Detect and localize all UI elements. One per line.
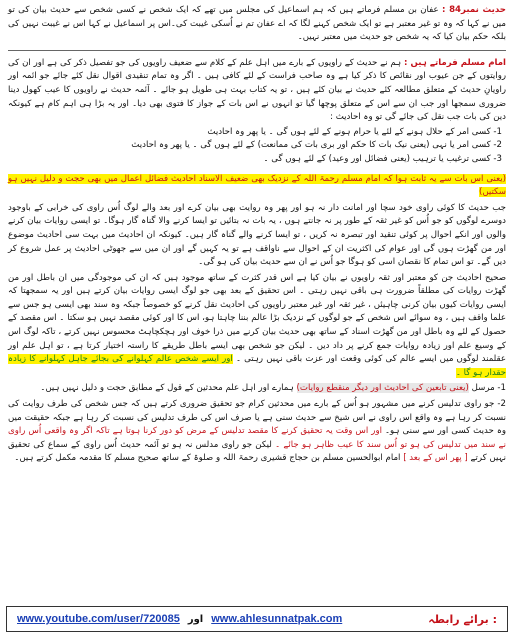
point2-bracket: [ پھر اس کے بعد ] <box>403 453 468 464</box>
list-item: 1- کسی امر کے حلال ہونے کے لئے یا حرام ہونے کے لئے ہوں گی ۔ یا پھر وہ احادیث <box>207 126 502 137</box>
notice-highlight: (یعنی اس بات سے یہ ثابت ہوا کہ امام مسلم رحمۃ اللہ کے نزدیک بھی ضعیف الاسناد احادیث فضائل اعمال میں بھی حجت و دلیل نہیں ہو سکتیں) <box>8 173 506 198</box>
point1-number: 1- مرسل <box>471 383 506 394</box>
notice-paragraph <box>8 173 506 200</box>
intro-title: امام مسلم فرماتے ہیں : <box>404 57 506 68</box>
point2-number: 2- <box>497 399 506 410</box>
conditions-list <box>8 126 506 167</box>
intro-text: ہم نے حدیث کے راویوں کے بارے میں اہل علم کے کلام سے ضعیف راویوں کی جو تفصیل ذکر کی ہے اور ان کی روایتوں کے جن عیوب اور نقائص کا ذکر کیا ہے وہ صاحب فراست کے لئے کافی ہیں ۔ اگر وہ تمام تنقیدی اقوال نقل کئے جائے جو ائمہ اور راویانِ حدیث کے متعلق مطالعہ کئے حدیث نے بیان کئے ہیں ، تو یہ کتاب بہت ہی طویل ہو جائے ۔ آئمہ حدیث نے راویوں کا عیب کھول دینا ضروری سمجھا اور جب ان سے اس کے متعلق پوچھا گیا تو انہوں نے اس بات کے جواز کا فتوی بھی دیا۔ اور یہ بڑا ہی اہم کام ہے کیونکہ دین کی بات جب نقل کی جائے گی تو وہ احادیث : <box>8 57 506 123</box>
body2-paragraph <box>8 272 506 381</box>
contact-links <box>17 613 342 625</box>
point1-paragraph <box>8 382 506 396</box>
hadith-text: عفان بن مسلم فرماتے ہیں کہ ہم اسماعیل کی مجلس میں تھے کہ ایک شخص نے کسی شخص سے حدیث بیان کی تو میں نے کہا کہ وہ تو غیر معتبر ہے تو ایک شخص کہنے لگا کہ اے عفان تم نے اُسکی غیبت کی۔اس پر اسماعیل نے کہا اس نے غیبت نہیں کی بلکہ حکم بیان کیا کہ یہ شخص جو حدیث میں معتبر نہیں۔ <box>8 5 506 43</box>
contact-label: برائے رابطہ : <box>428 612 497 626</box>
youtube-link[interactable]: www.youtube.com/user/720085 <box>17 613 180 625</box>
body2-highlight: اور ایسے شخص عالم کہلوانے کی بجائے جاہل کہلوانے کا زیادہ حقدار ہو گا ۔ <box>8 354 506 378</box>
list-item: 2- کسی امر یا نہی (یعنی نیک بات کا حکم اور بری بات کی ممانعت) کے لئے ہوں گی ۔ یا پھر وہ احادیث <box>131 140 502 151</box>
section-divider <box>8 50 506 51</box>
point1-label: (یعنی تابعین کی احادیث اور دیگر منقطع روایات) <box>296 383 469 394</box>
list-item: 3- کسی ترغیب یا ترہیب (یعنی فضائل اور وعید) کے لئے ہوں گی ۔ <box>263 153 502 164</box>
body2-text: صحیح احادیث جن کو معتبر اور ثقہ راویوں نے بیان کیا ہے اس قدر کثرت کے ساتھ موجود ہیں کہ ان کی موجودگی میں ان باطل اور من گھڑت روایات کی مطلقاً ضرورت ہی باقی نہیں رہتی ۔ اس تحقیق کے بعد بھی جو لوگ ایسی روایات بیان کرتے ہیں اور یہ سمجھتا کہ ایسی روایات کیوں بیان کرنی چاہیئں ، غیر ثقہ اور غیر معتبر راویوں کی احادیث نقل کرنے کو خصوصاً جبکہ وہ سند بھی ایسی ہو جس سے علما واقف ہیں ، وہ سوائے اس شخص کے جو لوگوں کے نزدیک بڑا عالم بننا چاہتا ہو، اس کا اور کوئی مقصد نہیں ہو سکتا ۔ اس مقصد کے حصول کے لئے وہ باطل اور من گھڑت اسناد کے ساتھ بھی حدیث بیان کرنے میں ذرا خوف اور ہچکچاہٹ محسوس نہیں کرتے ، تاکہ لوگ اس کے وسیع علم اور زیادہ روایات جمع کرنے پر داد دیں ۔ لیکن جو شخص بھی ایسے باطل طریقے کا راستہ اختیار کرتا ہے ، تو اہل علم اور عقلمند لوگوں میں ایسے عالم کی کوئی وقعت اور عزت باقی نہیں رہتی ۔ <box>8 272 506 365</box>
contact-banner <box>6 606 508 632</box>
intro-section <box>8 57 506 125</box>
body-text: جب حدیث کا کوئی راوی خود سچا اور امانت دار نہ ہو اور پھر وہ روایت بھی بیان کرے اور بعد والے لوگ اُس راوی کی خرابی کے باوجود دوسرے لوگوں کو جو اُس کو غیر ثقہ کے طور پر نہ جانتے ہوں ، یہ بات نہ بتائیں تو ایسا کرنے والا گناہ گار ہوگا۔ تو ایسی روایات بیان کرنے والوں اور انکے احوال پر کوئی تنقید اور تبصرہ نہ کریں ، تو ایسا کرنے والے گناہ گار ہیں۔ کیونکہ ان احادیث میں بہت سی احادیث موضوع اور من گھڑت ہوں گی اور عوام کی اکثریت ان کے احوال سے ناواقف ہے تو یہ کہیں گے اور ان میں سے جھوٹی احادیث پر عمل شروع کر دیں گے۔ تو اس تمام کا نقصان اسی کو ہوگا جو اُس نے ان سے حدیث بیان کی ہو گی۔ <box>8 202 506 268</box>
website-link[interactable]: www.ahlesunnatpak.com <box>211 613 343 625</box>
point2-paragraph <box>8 398 506 466</box>
point1-text: ہمارے اور اہل علم محدثین کے قول کے مطابق حجت و دلیل نہیں ہیں۔ <box>40 383 294 394</box>
point2-red-text: اور اس وقت یہ تحقیق کرنے کا مقصد تدلیس کے مرض کو دور کرنا ہوتا ہے تاکہ اگر وہ واقعی اُس راوی نے سند میں تدلیس کی ہو تو اُس سند کا عیب ظاہر ہو جائے ۔ <box>8 426 506 450</box>
point2-tail: لیکن جو راوی مدلس نہ ہو تو آئمہ حدیث اُس راوی کے سماع کی تحقیق نہیں کرتے <box>8 439 506 464</box>
and-label: اور <box>187 613 204 625</box>
hadith-title: حدیث نمبر84 : <box>442 5 506 15</box>
body-paragraph <box>8 202 506 270</box>
point2-text: جو راوی تدلیس کرنے میں مشہور ہو اُس کے بارے میں محدثین کرام جو تحقیق ضروری کرتے ہیں کہ جس شخص کی طرف روایت کی نسبت کر رہا ہے وہ واقع اس راوی نے اس شیخ سے حدیث سنی ہے یا صرف اس کی طرف تدلیس کی نسبت کر رہا ہے جبکہ حقیقت میں وہ حدیث کسی اور سے سنی ہو۔ <box>8 399 506 437</box>
point2-end: امام ابوالحسین مسلم بن حجاج قشیری رحمۃ اللہ و صلوۃ کے ساتھ صحیح مسلم کا مقدمہ مکمل کرتے ہیں۔ <box>14 453 401 464</box>
hadith-section <box>8 4 506 45</box>
